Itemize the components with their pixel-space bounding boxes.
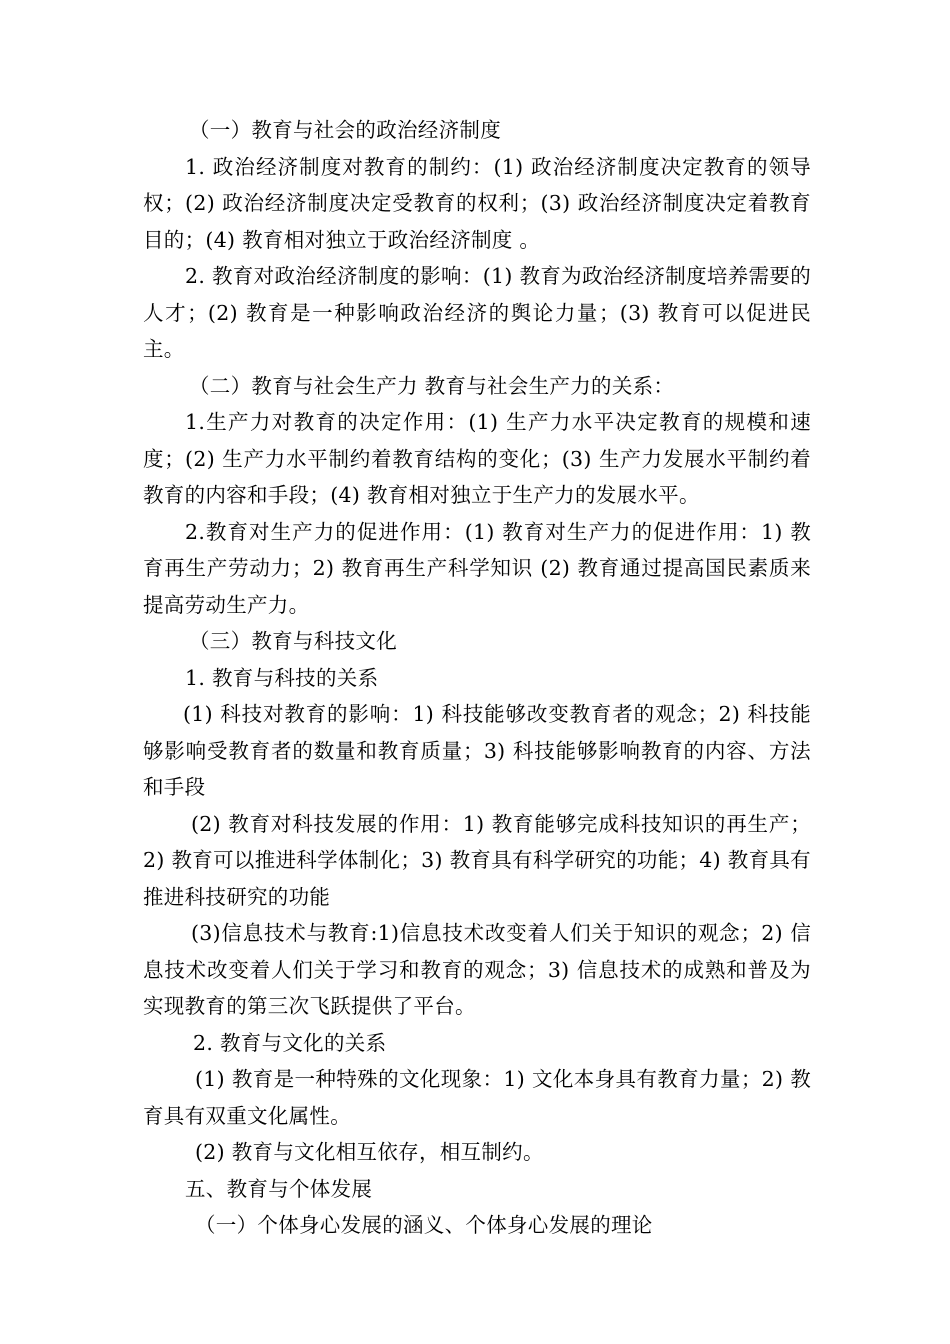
- paragraph-politics-constraints: 1. 政治经济制度对教育的制约：(1) 政治经济制度决定教育的领导权；(2) 政治经济制度决定受教育的权利；(3) 政治经济制度决定着教育目的；(4) 教育相对独立于政治经济制度 。: [143, 154, 811, 252]
- section-heading-productivity: （二）教育与社会生产力 教育与社会生产力的关系：: [189, 373, 675, 398]
- section-heading-science-culture: （三）教育与科技文化: [189, 629, 397, 653]
- paragraph-culture-phenomenon: (1) 教育是一种特殊的文化现象：1) 文化本身具有教育力量；2) 教育具有双重文化属性。: [143, 1067, 811, 1128]
- section-heading-politics-economy: （一）教育与社会的政治经济制度: [189, 118, 501, 142]
- paragraph-culture-interdependence: (2) 教育与文化相互依存，相互制约。: [195, 1140, 544, 1164]
- paragraph-productivity-promotion: 2.教育对生产力的促进作用：(1) 教育对生产力的促进作用：1) 教育再生产劳动力；2) 教育再生产科学知识 (2) 教育通过提高国民素质来提高劳动生产力。: [143, 519, 811, 617]
- subheading-education-science: 1. 教育与科技的关系: [185, 665, 379, 690]
- paragraph-education-science-role: (2) 教育对科技发展的作用：1) 教育能够完成科技知识的再生产；2) 教育可以推进科学体制化；3) 教育具有科学研究的功能；4) 教育具有推进科技研究的功能: [143, 811, 811, 909]
- paragraph-science-impact: (1) 科技对教育的影响：1) 科技能够改变教育者的观念；2) 科技能够影响受教育者的数量和教育质量；3) 科技能够影响教育的内容、方法和手段: [143, 702, 811, 799]
- subheading-education-culture: 2. 教育与文化的关系: [193, 1030, 387, 1055]
- document-body: [143, 112, 811, 1244]
- paragraph-productivity-decisive: 1.生产力对教育的决定作用：(1) 生产力水平决定教育的规模和速度；(2) 生产力水平制约着教育结构的变化；(3) 生产力发展水平制约着教育的内容和手段；(4) 教育相对独立于生产力的发展水平。: [143, 410, 811, 507]
- section-heading-individual-development: 五、教育与个体发展: [185, 1176, 373, 1201]
- paragraph-information-technology: (3)信息技术与教育:1)信息技术改变着人们关于知识的观念；2) 信息技术改变着人们关于学习和教育的观念；3) 信息技术的成熟和普及为实现教育的第三次飞跃提供了平台。: [143, 921, 811, 1018]
- paragraph-politics-influence: 2. 教育对政治经济制度的影响：(1) 教育为政治经济制度培养需要的人才；(2) 教育是一种影响政治经济的舆论力量；(3) 教育可以促进民主。: [143, 264, 811, 361]
- subheading-individual-theory: （一）个体身心发展的涵义、个体身心发展的理论: [195, 1213, 653, 1237]
